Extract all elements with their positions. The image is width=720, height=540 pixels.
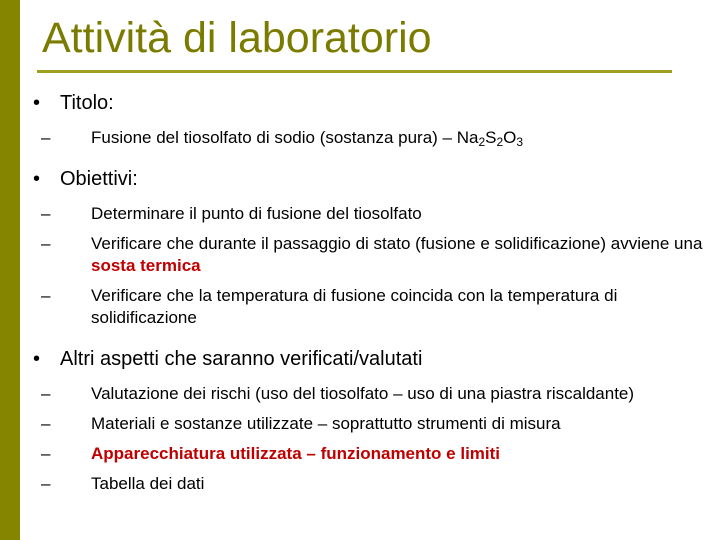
bullet-icon: • xyxy=(33,348,41,370)
title-underline xyxy=(37,70,672,73)
formula-subscript: 2 xyxy=(478,135,486,149)
formula-subscript: 3 xyxy=(516,135,524,149)
dash-icon: – xyxy=(41,128,51,147)
section-heading: Altri aspetti che saranno verificati/valutati xyxy=(60,348,423,370)
bullet-icon: • xyxy=(33,92,41,114)
highlighted-text: sosta termica xyxy=(91,256,201,275)
section-objectives-heading xyxy=(33,167,713,191)
section-heading: Titolo: xyxy=(60,92,114,114)
item-text-highlighted: Apparecchiatura utilizzata – funzionamento e limiti xyxy=(91,444,501,463)
formula-subscript: 2 xyxy=(496,135,504,149)
dash-icon: – xyxy=(41,474,51,493)
item-text: Valutazione dei rischi (uso del tiosolfato – uso di una piastra riscaldante) xyxy=(91,384,635,403)
section-title-heading xyxy=(33,91,713,115)
item-text: Fusione del tiosolfato di sodio (sostanza pura) – Na xyxy=(91,128,479,147)
section-other-aspects-items xyxy=(33,383,713,495)
section-other-aspects-heading xyxy=(33,347,713,371)
dash-icon: – xyxy=(41,384,51,403)
formula-element: S xyxy=(485,128,497,147)
list-item xyxy=(33,127,713,149)
list-item xyxy=(33,443,713,465)
list-item xyxy=(33,203,713,225)
dash-icon: – xyxy=(41,414,51,433)
dash-icon: – xyxy=(41,444,51,463)
slide-content xyxy=(33,91,713,513)
dash-icon: – xyxy=(41,234,51,253)
section-objectives-items xyxy=(33,203,713,329)
section-heading: Obiettivi: xyxy=(60,168,138,190)
item-text: Verificare che la temperatura di fusione coincida con la temperatura di solidificazione xyxy=(91,286,618,327)
left-accent-bar xyxy=(0,0,20,540)
dash-icon: – xyxy=(41,286,51,305)
list-item xyxy=(33,413,713,435)
bullet-icon: • xyxy=(33,168,41,190)
item-text: Tabella dei dati xyxy=(91,474,205,493)
list-item xyxy=(33,473,713,495)
formula-element: O xyxy=(503,128,517,147)
list-item xyxy=(33,383,713,405)
dash-icon: – xyxy=(41,204,51,223)
item-text: Determinare il punto di fusione del tiosolfato xyxy=(91,204,422,223)
item-text: Materiali e sostanze utilizzate – soprattutto strumenti di misura xyxy=(91,414,561,433)
item-text: Verificare che durante il passaggio di stato (fusione e solidificazione) avviene una xyxy=(91,234,703,253)
list-item xyxy=(33,285,713,329)
list-item xyxy=(33,233,713,277)
slide-title: Attività di laboratorio xyxy=(42,14,432,62)
section-title-items xyxy=(33,127,713,149)
